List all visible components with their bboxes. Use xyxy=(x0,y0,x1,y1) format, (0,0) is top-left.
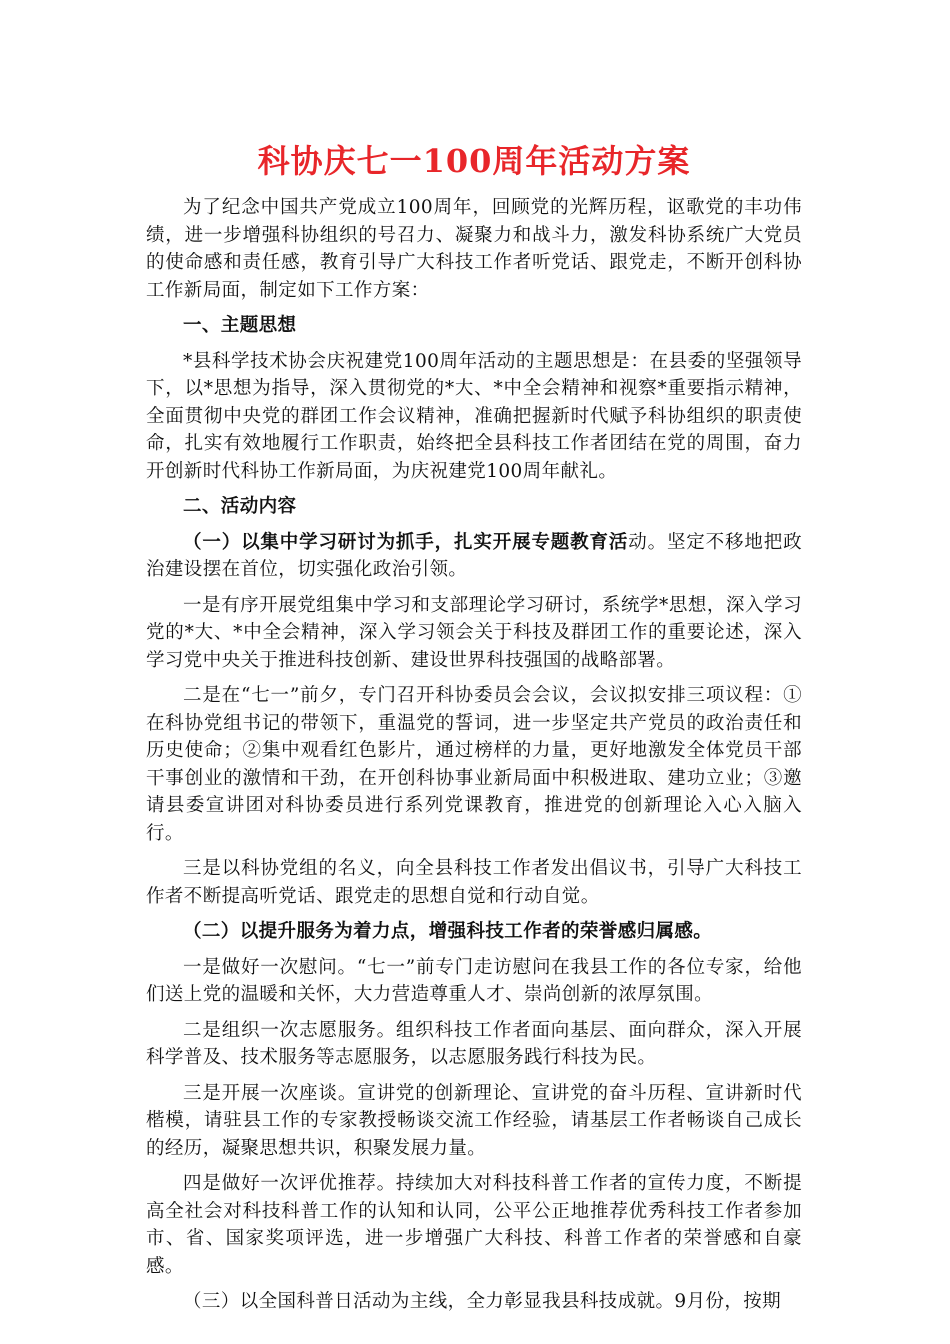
section-activities xyxy=(146,493,802,521)
part1-item xyxy=(146,682,802,847)
part2-item xyxy=(146,1170,802,1280)
part1-item-3: 三是以科协党组的名义，向全县科技工作者发出倡议书，引导广大科技工作者不断提高听党话、跟党走的思想自觉和行动自觉。 xyxy=(146,858,802,907)
intro-paragraph xyxy=(146,194,802,304)
theme-paragraph: *县科学技术协会庆祝建党100周年活动的主题思想是：在县委的坚强领导下，以*思想为指导，深入贯彻党的*大、*中全会精神和视察*重要指示精神，全面贯彻中央党的群团工作会议精神，准确把握新时代赋予科协组织的职责使命，扎实有效地履行工作职责，始终把全县科技工作者团结在党的周围，奋力开创新时代科协工作新局面，为庆祝建党100周年献礼。 xyxy=(146,350,802,482)
part2-item xyxy=(146,1080,802,1163)
section-heading-theme: 一、主题思想 xyxy=(183,315,297,336)
part2-item xyxy=(146,954,802,1009)
part2-item-1: 一是做好一次慰问。“七一”前专门走访慰问在我县工作的各位专家，给他们送上党的温暖和关怀，大力营造尊重人才、崇尚创新的浓厚氛围。 xyxy=(146,956,802,1005)
part1-item-2: 二是在“七一”前夕，专门召开科协委员会会议，会议拟安排三项议程：①在科协党组书记的带领下，重温党的誓词，进一步坚定共产党员的政治责任和历史使命；②集中观看红色影片，通过榜样的力量，更好地激发全体党员干部干事创业的激情和干劲，在开创科协事业新局面中积极进取、建功立业；③邀请县委宣讲团对科协委员进行系列党课教育，推进党的创新理论入心入脑入行。 xyxy=(146,685,802,844)
page-title: 科协庆七一100周年活动方案 xyxy=(257,142,691,180)
part1-lead-bold: （一）以集中学习研讨为抓手，扎实开展专题教育活 xyxy=(183,531,629,553)
part2-heading: （二）以提升服务为着力点，增强科技工作者的荣誉感归属感。 xyxy=(183,921,713,942)
part1-lead xyxy=(146,529,802,584)
section-theme xyxy=(146,312,802,340)
section-theme-body xyxy=(146,348,802,486)
part1-item xyxy=(146,855,802,910)
section-heading-activities: 二、活动内容 xyxy=(183,496,297,517)
part3-block xyxy=(146,1288,802,1316)
intro-text: 为了纪念中国共产党成立100周年，回顾党的光辉历程，讴歌党的丰功伟绩，进一步增强科协组织的号召力、凝聚力和战斗力，激发科协系统广大党员的使命感和责任感，教育引导广大科技工作者听党话、跟党走，不断开创科协工作新局面，制定如下工作方案： xyxy=(146,197,802,301)
part1-lead-paragraph xyxy=(146,529,802,584)
part2-item-2: 二是组织一次志愿服务。组织科技工作者面向基层、面向群众，深入开展科学普及、技术服务等志愿服务，以志愿服务践行科技为民。 xyxy=(146,1019,802,1068)
part2-item xyxy=(146,1017,802,1072)
part1-lead-rest: 动。坚定不移地把政治建设摆在首位，切实强化政治引领。 xyxy=(146,531,802,580)
part1-item-1: 一是有序开展党组集中学习和支部理论学习研讨，系统学*思想，深入学习党的*大、*中全会精神，深入学习领会关于科技及群团工作的重要论述，深入学习党中央关于推进科技创新、建设世界科技强国的战略部署。 xyxy=(146,594,802,671)
part1-item xyxy=(146,592,802,675)
part2-item-4: 四是做好一次评优推荐。持续加大对科技科普工作者的宣传力度，不断提高全社会对科技科普工作的认知和认同，公平公正地推荐优秀科技工作者参加市、省、国家奖项评选，进一步增强广大科技、科普工作者的荣誉感和自豪感。 xyxy=(146,1173,802,1277)
part2-item-3: 三是开展一次座谈。宣讲党的创新理论、宣讲党的奋斗历程、宣讲新时代楷模，请驻县工作的专家教授畅谈交流工作经验，请基层工作者畅谈自己成长的经历，凝聚思想共识，积聚发展力量。 xyxy=(146,1082,802,1159)
part3-paragraph: （三）以全国科普日活动为主线，全力彰显我县科技成就。9月份，按期 xyxy=(183,1291,782,1312)
part2-heading-block xyxy=(146,918,802,946)
